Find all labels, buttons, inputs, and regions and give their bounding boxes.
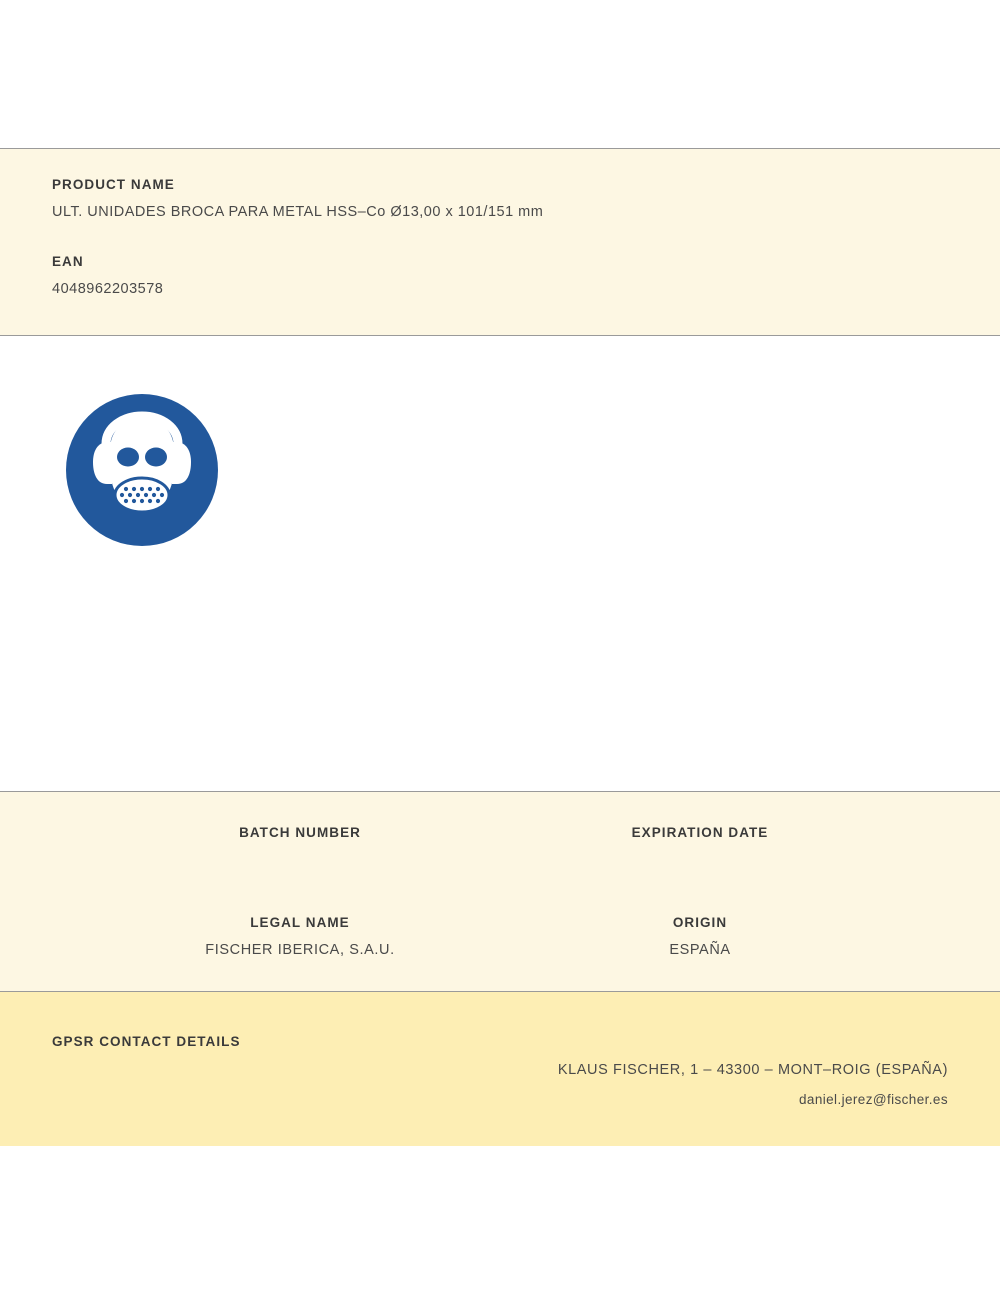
expiration-date-label: EXPIRATION DATE [631,825,769,840]
product-name-value: ULT. UNIDADES BROCA PARA METAL HSS–Co Ø13,00 x 101/151 mm [52,204,544,220]
legal-name-label: LEGAL NAME [250,915,350,930]
batch-number-value [140,852,460,870]
ean-value: 4048962203578 [52,281,164,297]
pictogram-area [0,336,1000,791]
gpsr-contact-band [0,991,1000,1146]
wear-respiratory-protection-icon [66,394,218,546]
ean-label: EAN [52,254,84,269]
product-name-label: PRODUCT NAME [52,177,175,192]
product-info-band [0,148,1000,336]
origin-label: ORIGIN [672,915,728,930]
gpsr-email[interactable]: daniel.jerez@fischer.es [799,1092,948,1107]
origin-group [540,915,860,960]
legal-name-value: FISCHER IBERICA, S.A.U. [205,942,395,958]
batch-number-label: BATCH NUMBER [239,825,361,840]
product-info-content [0,149,1000,297]
expiration-date-value [540,852,860,870]
legal-name-group [140,915,460,960]
origin-value: ESPAÑA [669,942,731,958]
batch-number-group [140,825,460,870]
gpsr-contact-label: GPSR CONTACT DETAILS [52,1034,241,1049]
expiration-date-group [540,825,860,870]
gpsr-address: KLAUS FISCHER, 1 – 43300 – MONT–ROIG (ESPAÑA) [557,1062,948,1078]
batch-legal-band [0,791,1000,991]
ean-group [52,254,948,297]
